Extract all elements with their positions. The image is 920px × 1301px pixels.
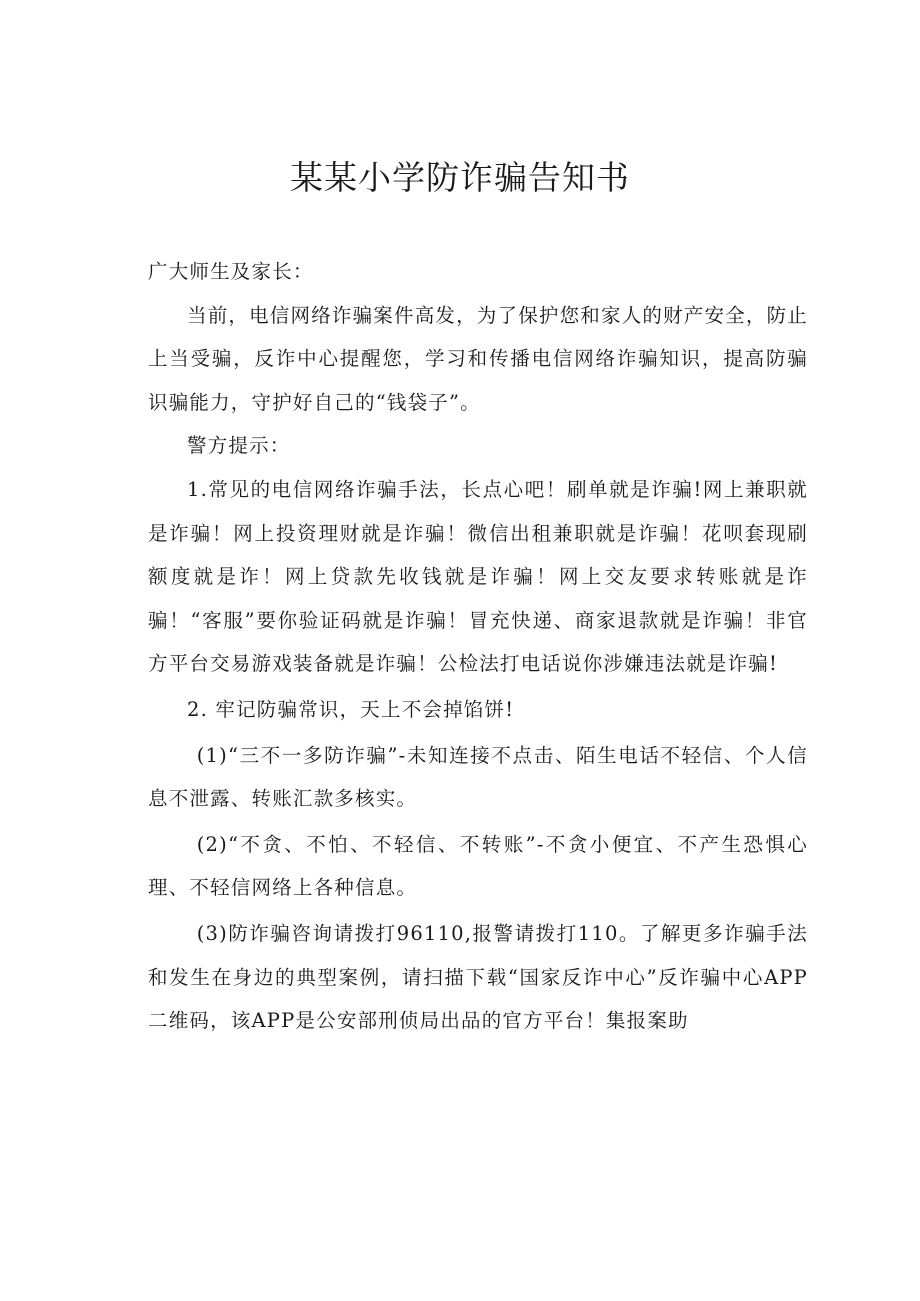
anti-fraud-knowledge-heading: 2. 牢记防骗常识，天上不会掉馅饼! <box>187 697 515 721</box>
police-tips-heading: 警方提示： <box>187 434 291 458</box>
fraud-methods-paragraph: 1.常见的电信网络诈骗手法，长点心吧！刷单就是诈骗!网上兼职就是诈骗！网上投资理财就是诈骗！微信出租兼职就是诈骗！花呗套现刷额度就是诈！网上贷款先收钱就是诈骗！网上交友要求转账就是诈骗！“客服”要你验证码就是诈骗！冒充快递、商家退款就是诈骗！非官方平台交易游戏装备就是诈骗！公检法打电话说你涉嫌违法就是诈骗! <box>148 477 808 676</box>
tip-item-3: (3)防诈骗咨询请拨打96110,报警请拨打110。了解更多诈骗手法和发生在身边的典型案例，请扫描下载“国家反诈中心”反诈骗中心APP二维码，该APP是公安部刑侦局出品的官方平台！集报案助 <box>148 921 808 1033</box>
tip-item-1: (1)“三不一多防诈骗”-未知连接不点击、陌生电话不轻信、个人信息不泄露、转账汇款多核实。 <box>148 743 808 811</box>
document-body <box>148 250 808 1043</box>
intro-paragraph: 当前，电信网络诈骗案件高发，为了保护您和家人的财产安全，防止上当受骗，反诈中心提醒您，学习和传播电信网络诈骗知识，提高防骗识骗能力，守护好自己的“钱袋子”。 <box>148 303 809 414</box>
salutation: 广大师生及家长： <box>148 260 314 283</box>
document-title: 某某小学防诈骗告知书 <box>290 158 630 197</box>
tip-item-2: (2)“不贪、不怕、不轻信、不转账”-不贪小便宜、不产生恐惧心理、不轻信网络上各种信息。 <box>148 832 808 900</box>
